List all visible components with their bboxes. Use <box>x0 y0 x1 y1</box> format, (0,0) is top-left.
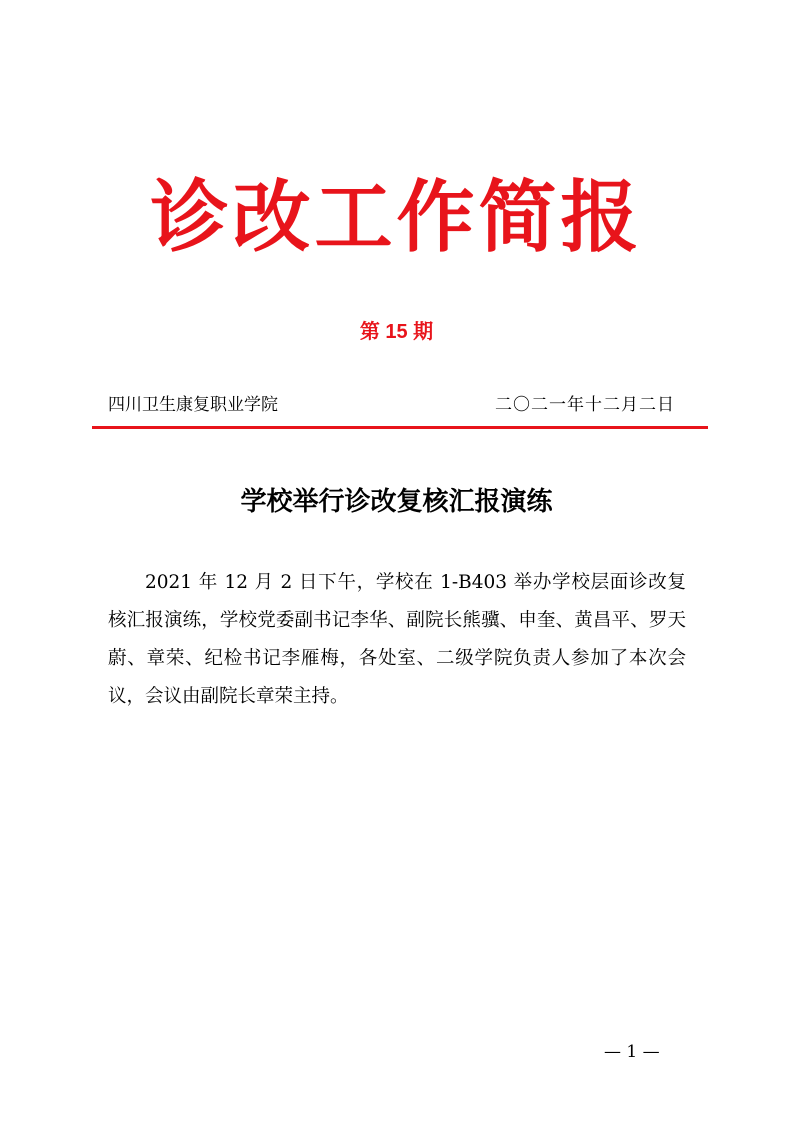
issue-number: 第 15 期 <box>359 321 434 343</box>
page-number: — 1 — <box>604 1042 660 1062</box>
masthead-title: 诊改工作简报 <box>150 173 643 263</box>
article-body: 2021 年 12 月 2 日下午，学校在 1-B403 举办学校层面诊改复核汇报演练，学校党委副书记李华、副院长熊骥、申奎、黄昌平、罗天蔚、章荣、纪检书记李雁梅，各处室、二级学院负责人参加了本次会议，会议由副院长章荣主持。 <box>108 572 686 707</box>
article-title: 学校举行诊改复核汇报演练 <box>240 487 553 517</box>
issuer-name: 四川卫生康复职业学院 <box>108 395 278 415</box>
issue-date: 二〇二一年十二月二日 <box>495 395 675 415</box>
header-divider <box>92 426 708 429</box>
